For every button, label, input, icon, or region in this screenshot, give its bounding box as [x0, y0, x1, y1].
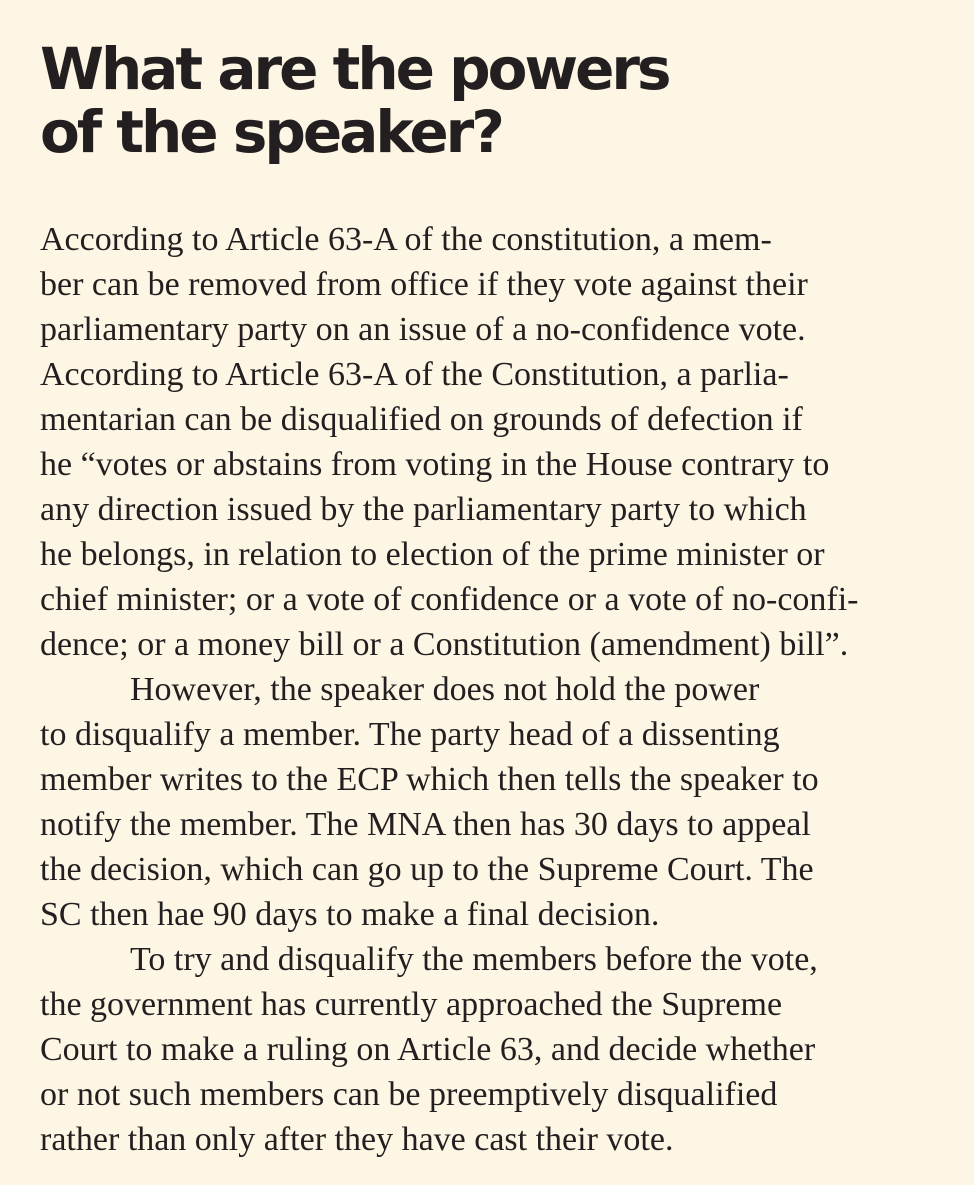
paragraph-government-approach [40, 937, 940, 1162]
text-line: to disqualify a member. The party head of a dissenting [40, 716, 780, 753]
text-line: Court to make a ruling on Article 63, and decide whether [40, 1031, 816, 1068]
text-line: he belongs, in relation to election of the prime minister or [40, 536, 825, 573]
text-line: parliamentary party on an issue of a no-confidence vote. [40, 311, 806, 348]
text-line: he “votes or abstains from voting in the House contrary to [40, 446, 830, 483]
text-line: ber can be removed from office if they vote against their [40, 266, 808, 303]
text-line: the government has currently approached the Supreme [40, 986, 783, 1023]
headline-line-1: What are the powers [40, 35, 669, 103]
article-headline [40, 35, 669, 166]
text-line: member writes to the ECP which then tells the speaker to [40, 761, 819, 798]
paragraph-speaker-power [40, 667, 940, 937]
text-line: chief minister; or a vote of confidence or a vote of no-confi- [40, 581, 859, 618]
text-line: the decision, which can go up to the Supreme Court. The [40, 851, 814, 888]
text-line: or not such members can be preemptively disqualified [40, 1076, 778, 1113]
text-line: To try and disqualify the members before the vote, [130, 941, 818, 978]
text-line: However, the speaker does not hold the power [130, 671, 760, 708]
paragraph-article-63a [40, 217, 940, 667]
text-line: mentarian can be disqualified on grounds of defection if [40, 401, 803, 438]
headline-line-2: of the speaker? [40, 98, 502, 166]
text-line: notify the member. The MNA then has 30 days to appeal [40, 806, 811, 843]
text-line: dence; or a money bill or a Constitution (amendment) bill”. [40, 626, 849, 663]
text-line: SC then hae 90 days to make a final decision. [40, 896, 660, 933]
text-line: any direction issued by the parliamentary party to which [40, 491, 807, 528]
text-line: According to Article 63-A of the constitution, a mem- [40, 221, 772, 258]
article-body [40, 217, 940, 1162]
text-line: rather than only after they have cast their vote. [40, 1121, 674, 1158]
text-line: According to Article 63-A of the Constitution, a parlia- [40, 356, 789, 393]
